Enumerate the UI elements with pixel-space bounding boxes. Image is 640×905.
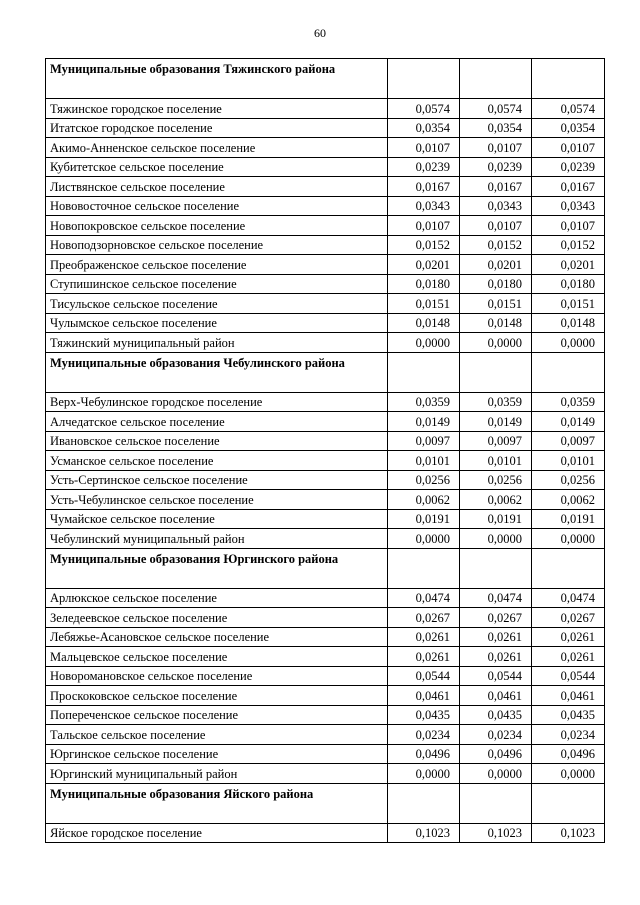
table-row: [46, 177, 605, 197]
value-cell-2: 0,0261: [460, 627, 532, 647]
value-cell-3: 0,0201: [532, 255, 605, 275]
settlement-name: Арлюкское сельское поселение: [46, 588, 388, 608]
settlement-name: Усть-Сертинское сельское поселение: [46, 470, 388, 490]
value-cell-2: 0,0359: [460, 392, 532, 412]
value-cell-2: 0,0000: [460, 333, 532, 353]
settlement-name: Проскоковское сельское поселение: [46, 686, 388, 706]
value-cell-3: 0,0435: [532, 705, 605, 725]
table-row: [46, 255, 605, 275]
settlement-name: Нововосточное сельское поселение: [46, 196, 388, 216]
table-row: [46, 157, 605, 177]
value-cell-3: 0,0000: [532, 529, 605, 549]
group-heading-row: [46, 783, 605, 823]
value-cell-2: 0,0234: [460, 725, 532, 745]
table-row: [46, 823, 605, 843]
value-cell-2: 0,0496: [460, 744, 532, 764]
value-cell-2: 0,0354: [460, 118, 532, 138]
settlement-name: Усманское сельское поселение: [46, 451, 388, 471]
value-cell-2: 0,1023: [460, 823, 532, 843]
settlement-name: Усть-Чебулинское сельское поселение: [46, 490, 388, 510]
value-cell-2: 0,0261: [460, 647, 532, 667]
value-cell-1: 0,0354: [388, 118, 460, 138]
value-cell-3: 0,0167: [532, 177, 605, 197]
value-cell-3: 0,0261: [532, 627, 605, 647]
empty-value-cell: [460, 59, 532, 99]
group-heading: Муниципальные образования Яйского района: [46, 783, 388, 823]
value-cell-2: 0,0062: [460, 490, 532, 510]
value-cell-1: 0,0180: [388, 274, 460, 294]
table-row: [46, 744, 605, 764]
value-cell-1: 0,0149: [388, 412, 460, 432]
empty-value-cell: [532, 59, 605, 99]
table-row: [46, 196, 605, 216]
value-cell-1: 0,0574: [388, 99, 460, 119]
settlement-name: Юргинское сельское поселение: [46, 744, 388, 764]
table-row: [46, 686, 605, 706]
value-cell-3: 0,0149: [532, 412, 605, 432]
value-cell-1: 0,0461: [388, 686, 460, 706]
value-cell-2: 0,0000: [460, 764, 532, 784]
group-heading-row: [46, 352, 605, 392]
value-cell-2: 0,0267: [460, 608, 532, 628]
table-row: [46, 392, 605, 412]
table-row: [46, 274, 605, 294]
value-cell-1: 0,0107: [388, 138, 460, 158]
value-cell-1: 0,0201: [388, 255, 460, 275]
empty-value-cell: [388, 783, 460, 823]
empty-value-cell: [388, 548, 460, 588]
value-cell-1: 0,0474: [388, 588, 460, 608]
table-row: [46, 412, 605, 432]
value-cell-3: 0,0191: [532, 509, 605, 529]
value-cell-3: 0,0148: [532, 313, 605, 333]
settlement-name: Новоромановское сельское поселение: [46, 666, 388, 686]
settlement-name: Яйское городское поселение: [46, 823, 388, 843]
value-cell-2: 0,0461: [460, 686, 532, 706]
table-row: [46, 138, 605, 158]
value-cell-3: 0,0267: [532, 608, 605, 628]
value-cell-1: 0,0234: [388, 725, 460, 745]
value-cell-3: 0,0474: [532, 588, 605, 608]
value-cell-1: 0,1023: [388, 823, 460, 843]
value-cell-2: 0,0474: [460, 588, 532, 608]
value-cell-2: 0,0167: [460, 177, 532, 197]
value-cell-3: 0,0097: [532, 431, 605, 451]
value-cell-2: 0,0343: [460, 196, 532, 216]
table-row: [46, 666, 605, 686]
value-cell-3: 0,0354: [532, 118, 605, 138]
table-row: [46, 118, 605, 138]
value-cell-3: 0,0107: [532, 138, 605, 158]
value-cell-1: 0,0107: [388, 216, 460, 236]
empty-value-cell: [388, 59, 460, 99]
value-cell-2: 0,0256: [460, 470, 532, 490]
value-cell-3: 0,0180: [532, 274, 605, 294]
settlement-name: Тисульское сельское поселение: [46, 294, 388, 314]
value-cell-3: 0,0461: [532, 686, 605, 706]
value-cell-1: 0,0359: [388, 392, 460, 412]
settlement-name: Юргинский муниципальный район: [46, 764, 388, 784]
value-cell-2: 0,0107: [460, 138, 532, 158]
value-cell-1: 0,0435: [388, 705, 460, 725]
value-cell-2: 0,0191: [460, 509, 532, 529]
value-cell-3: 0,0152: [532, 235, 605, 255]
value-cell-2: 0,0239: [460, 157, 532, 177]
value-cell-1: 0,0343: [388, 196, 460, 216]
value-cell-3: 0,0496: [532, 744, 605, 764]
settlement-name: Новоподзорновское сельское поселение: [46, 235, 388, 255]
value-cell-3: 0,1023: [532, 823, 605, 843]
value-cell-3: 0,0107: [532, 216, 605, 236]
settlement-name: Чумайское сельское поселение: [46, 509, 388, 529]
table-row: [46, 333, 605, 353]
table-row: [46, 235, 605, 255]
settlement-name: Кубитетское сельское поселение: [46, 157, 388, 177]
value-cell-1: 0,0000: [388, 529, 460, 549]
empty-value-cell: [532, 352, 605, 392]
value-cell-1: 0,0239: [388, 157, 460, 177]
value-cell-2: 0,0152: [460, 235, 532, 255]
value-cell-2: 0,0180: [460, 274, 532, 294]
value-cell-1: 0,0097: [388, 431, 460, 451]
table-row: [46, 490, 605, 510]
empty-value-cell: [532, 783, 605, 823]
value-cell-3: 0,0062: [532, 490, 605, 510]
value-cell-3: 0,0261: [532, 647, 605, 667]
settlement-name: Чебулинский муниципальный район: [46, 529, 388, 549]
empty-value-cell: [388, 352, 460, 392]
allocation-table: [45, 58, 605, 843]
group-heading: Муниципальные образования Юргинского района: [46, 548, 388, 588]
value-cell-2: 0,0149: [460, 412, 532, 432]
empty-value-cell: [460, 783, 532, 823]
settlement-name: Ивановское сельское поселение: [46, 431, 388, 451]
settlement-name: Итатское городское поселение: [46, 118, 388, 138]
value-cell-2: 0,0000: [460, 529, 532, 549]
value-cell-2: 0,0151: [460, 294, 532, 314]
value-cell-2: 0,0101: [460, 451, 532, 471]
value-cell-1: 0,0167: [388, 177, 460, 197]
table-row: [46, 725, 605, 745]
settlement-name: Алчедатское сельское поселение: [46, 412, 388, 432]
value-cell-2: 0,0544: [460, 666, 532, 686]
value-cell-3: 0,0544: [532, 666, 605, 686]
settlement-name: Преображенское сельское поселение: [46, 255, 388, 275]
table-row: [46, 294, 605, 314]
value-cell-1: 0,0148: [388, 313, 460, 333]
settlement-name: Тальское сельское поселение: [46, 725, 388, 745]
table-row: [46, 588, 605, 608]
table-row: [46, 313, 605, 333]
table-row: [46, 608, 605, 628]
settlement-name: Верх-Чебулинское городское поселение: [46, 392, 388, 412]
value-cell-1: 0,0191: [388, 509, 460, 529]
settlement-name: Ступишинское сельское поселение: [46, 274, 388, 294]
table-row: [46, 99, 605, 119]
value-cell-3: 0,0000: [532, 764, 605, 784]
value-cell-1: 0,0101: [388, 451, 460, 471]
settlement-name: Зеледеевское сельское поселение: [46, 608, 388, 628]
value-cell-1: 0,0496: [388, 744, 460, 764]
settlement-name: Лебяжье-Асановское сельское поселение: [46, 627, 388, 647]
value-cell-2: 0,0148: [460, 313, 532, 333]
value-cell-3: 0,0359: [532, 392, 605, 412]
empty-value-cell: [532, 548, 605, 588]
value-cell-3: 0,0234: [532, 725, 605, 745]
settlement-name: Акимо-Анненское сельское поселение: [46, 138, 388, 158]
table-row: [46, 470, 605, 490]
value-cell-1: 0,0544: [388, 666, 460, 686]
value-cell-1: 0,0000: [388, 764, 460, 784]
value-cell-2: 0,0574: [460, 99, 532, 119]
value-cell-2: 0,0097: [460, 431, 532, 451]
value-cell-3: 0,0239: [532, 157, 605, 177]
value-cell-3: 0,0101: [532, 451, 605, 471]
table-row: [46, 705, 605, 725]
table-row: [46, 647, 605, 667]
value-cell-3: 0,0256: [532, 470, 605, 490]
table-row: [46, 431, 605, 451]
settlement-name: Тяжинский муниципальный район: [46, 333, 388, 353]
value-cell-1: 0,0062: [388, 490, 460, 510]
group-heading-row: [46, 548, 605, 588]
settlement-name: Попереченское сельское поселение: [46, 705, 388, 725]
value-cell-3: 0,0000: [532, 333, 605, 353]
table-row: [46, 509, 605, 529]
table-row: [46, 627, 605, 647]
settlement-name: Чулымское сельское поселение: [46, 313, 388, 333]
settlement-name: Новопокровское сельское поселение: [46, 216, 388, 236]
value-cell-3: 0,0343: [532, 196, 605, 216]
settlement-name: Листвянское сельское поселение: [46, 177, 388, 197]
table-row: [46, 764, 605, 784]
value-cell-1: 0,0000: [388, 333, 460, 353]
group-heading: Муниципальные образования Тяжинского района: [46, 59, 388, 99]
value-cell-1: 0,0261: [388, 647, 460, 667]
value-cell-1: 0,0261: [388, 627, 460, 647]
value-cell-1: 0,0267: [388, 608, 460, 628]
table-row: [46, 529, 605, 549]
value-cell-1: 0,0256: [388, 470, 460, 490]
table-row: [46, 216, 605, 236]
value-cell-1: 0,0152: [388, 235, 460, 255]
value-cell-2: 0,0201: [460, 255, 532, 275]
page-number: 60: [314, 26, 326, 40]
value-cell-1: 0,0151: [388, 294, 460, 314]
value-cell-3: 0,0151: [532, 294, 605, 314]
settlement-name: Мальцевское сельское поселение: [46, 647, 388, 667]
settlement-name: Тяжинское городское поселение: [46, 99, 388, 119]
group-heading: Муниципальные образования Чебулинского района: [46, 352, 388, 392]
table-row: [46, 451, 605, 471]
empty-value-cell: [460, 352, 532, 392]
value-cell-3: 0,0574: [532, 99, 605, 119]
group-heading-row: [46, 59, 605, 99]
value-cell-2: 0,0435: [460, 705, 532, 725]
empty-value-cell: [460, 548, 532, 588]
value-cell-2: 0,0107: [460, 216, 532, 236]
